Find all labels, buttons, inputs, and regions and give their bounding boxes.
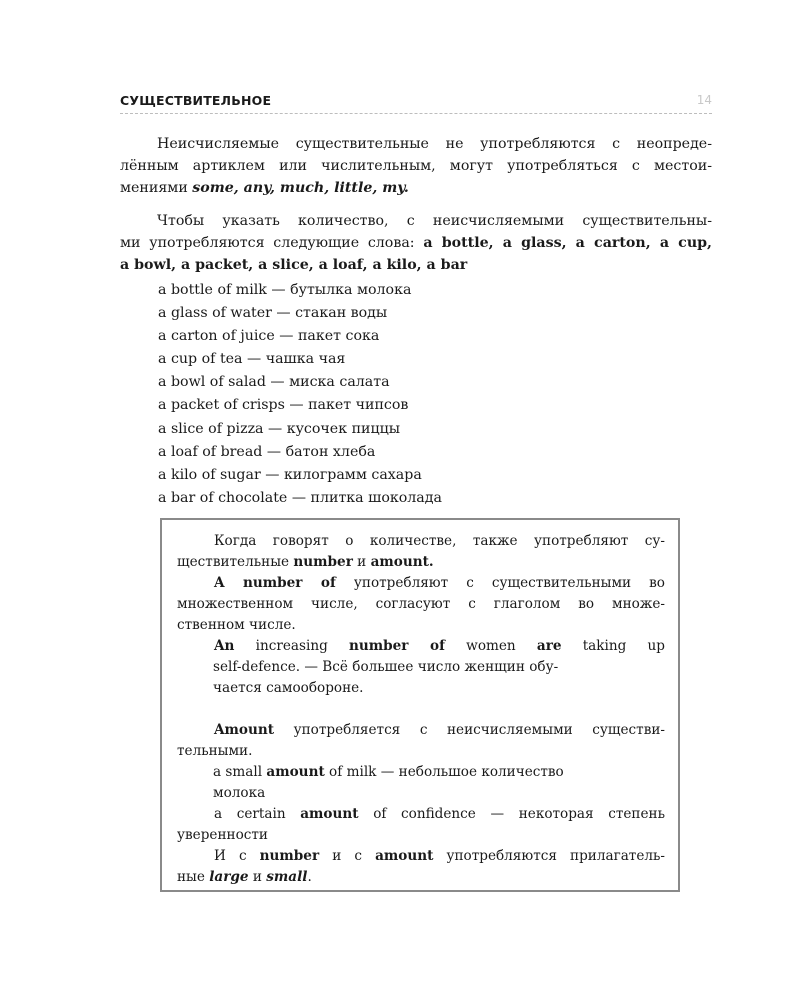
emphasized-term: amount <box>266 764 325 780</box>
text-segment: множественном числе, согласуют с глаголом во множе- <box>177 596 665 612</box>
text-segment: Неисчисляемые существительные не употребляются с неопреде- <box>157 136 712 152</box>
emphasized-term: number <box>293 554 353 570</box>
text-segment: a bar of chocolate — плитка шоколада <box>158 489 442 506</box>
text-line <box>177 783 665 804</box>
paragraph-uncountable-nouns <box>120 133 712 199</box>
text-segment: и <box>248 869 267 885</box>
text-segment: a bowl of salad — миска салата <box>158 374 390 391</box>
text-line <box>177 531 665 552</box>
text-line <box>177 636 665 657</box>
text-segment: a packet of crisps — пакет чипсов <box>158 397 409 414</box>
text-segment: ществительные <box>177 554 294 570</box>
emphasized-term: number of <box>348 638 445 654</box>
text-line <box>158 325 558 348</box>
text-line <box>120 254 712 276</box>
emphasized-term: amount. <box>370 554 434 570</box>
emphasized-term: amount <box>375 848 434 864</box>
text-line <box>158 302 558 325</box>
text-line <box>120 155 712 177</box>
text-segment: self-defence. — Всё большее число женщин обу- <box>213 659 559 675</box>
emphasized-term: are <box>536 638 562 654</box>
emphasized-term: amount <box>300 806 359 822</box>
text-segment: употребляются прилагатель- <box>433 848 666 864</box>
text-line <box>177 741 665 762</box>
emphasized-term: large <box>209 869 249 885</box>
running-header <box>120 93 712 114</box>
emphasized-term: A number of <box>214 575 336 591</box>
text-segment: a bottle of milk — бутылка молока <box>158 282 412 298</box>
text-segment: Чтобы указать количество, с неисчисляемыми существительны- <box>157 213 712 229</box>
text-line <box>158 487 558 510</box>
text-segment: уверенности <box>177 827 268 843</box>
text-line <box>177 594 665 615</box>
text-segment: . <box>307 869 312 885</box>
text-segment: ные <box>177 869 210 885</box>
text-line <box>177 678 665 699</box>
text-line <box>177 573 665 594</box>
emphasized-term: small <box>266 869 308 885</box>
text-segment: a certain <box>214 806 301 822</box>
text-line <box>177 804 665 825</box>
text-segment: употребляют с существительными во <box>335 575 665 591</box>
text-segment: of milk — небольшое количество <box>324 764 564 780</box>
text-segment: a glass of water — стакан воды <box>158 305 388 322</box>
text-segment: a loaf of bread — батон хлеба <box>158 443 376 460</box>
text-segment: women <box>444 638 537 654</box>
text-line <box>177 720 665 741</box>
text-segment: taking up <box>561 638 665 654</box>
text-line <box>120 133 712 155</box>
text-line <box>177 762 665 783</box>
text-segment: a small <box>213 764 267 780</box>
page-number: 14 <box>696 93 712 107</box>
text-line <box>158 279 558 302</box>
paragraph-quantity-words <box>120 210 712 276</box>
text-line <box>120 177 712 199</box>
text-line <box>158 348 558 371</box>
text-segment: молока <box>213 785 266 801</box>
text-segment: a slice of pizza — кусочек пиццы <box>158 420 401 437</box>
text-line <box>177 846 665 867</box>
text-segment: мениями <box>120 180 193 196</box>
text-line <box>177 552 665 573</box>
section-title: СУЩЕСТВИТЕЛЬНОЕ <box>120 93 272 108</box>
text-line <box>158 394 558 417</box>
text-line <box>120 210 712 232</box>
text-segment: of confidence — некоторая степень <box>358 806 665 822</box>
emphasized-term: number <box>259 848 320 864</box>
text-line <box>177 867 665 888</box>
text-segment: ственном числе. <box>177 617 296 633</box>
emphasized-term: a bottle, a glass, a carton, a cup, <box>423 235 712 251</box>
text-line <box>177 825 665 846</box>
text-segment: употребляется с неисчисляемыми существи- <box>274 722 665 738</box>
text-segment: a kilo of sugar — килограмм сахара <box>158 466 422 483</box>
text-line <box>158 418 558 441</box>
text-segment: a cup of tea — чашка чая <box>158 351 346 368</box>
emphasized-term: a bowl, a packet, a slice, a loaf, a kilo, a bar <box>120 257 468 273</box>
text-segment: increasing <box>234 638 349 654</box>
text-line <box>158 464 558 487</box>
text-line <box>158 371 558 394</box>
text-segment: лённым артиклем или числительным, могут употребляться с местои- <box>120 158 712 174</box>
text-segment: a carton of juice — пакет сока <box>158 328 380 345</box>
text-line <box>177 657 665 678</box>
spacer <box>177 699 665 720</box>
text-segment: ми употребляются следующие слова: <box>120 235 424 251</box>
note-box-text <box>177 531 665 888</box>
text-segment: чается самообороне. <box>213 680 364 696</box>
emphasized-term: some, any, much, little, my. <box>192 180 409 196</box>
emphasized-term: Amount <box>214 722 275 738</box>
text-line <box>120 232 712 254</box>
text-line <box>177 615 665 636</box>
text-segment: Когда говорят о количестве, также употребляют су- <box>214 533 665 549</box>
text-segment: тельными. <box>177 743 253 759</box>
text-segment: и с <box>319 848 376 864</box>
emphasized-term: An <box>214 638 235 654</box>
text-line <box>158 441 558 464</box>
text-segment: И с <box>214 848 260 864</box>
text-segment: и <box>352 554 371 570</box>
example-list <box>158 279 558 510</box>
